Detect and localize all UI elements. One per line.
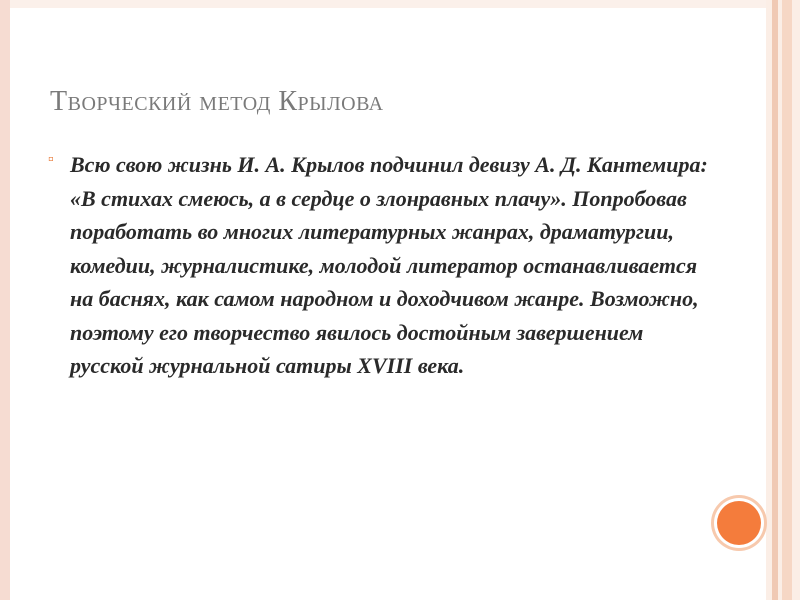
- decorative-circle-icon: [717, 501, 761, 545]
- bullet-paragraph: Всю свою жизнь И. А. Крылов подчинил девизу А. Д. Кантемира: «В стихах смеюсь, а в сердце о злонравных плачу». Попробовав поработать во многих литературных жанрах, драматургии, комедии, журналистике, молодой литератор останавливается на баснях, как самом народном и доходчивом жанре. Возможно, поэтому его творчество явилось достойным завершением русской журнальной сатиры XVIII века.: [70, 152, 708, 378]
- square-bullet-icon: ▫: [48, 151, 54, 168]
- right-band-stripe-wide: [782, 0, 792, 600]
- left-frame-border: [0, 0, 10, 600]
- slide-title: Творческий метод Крылова: [50, 86, 384, 117]
- top-frame-border: [0, 0, 800, 8]
- right-decorative-band: [766, 0, 800, 600]
- right-band-stripe: [772, 0, 778, 600]
